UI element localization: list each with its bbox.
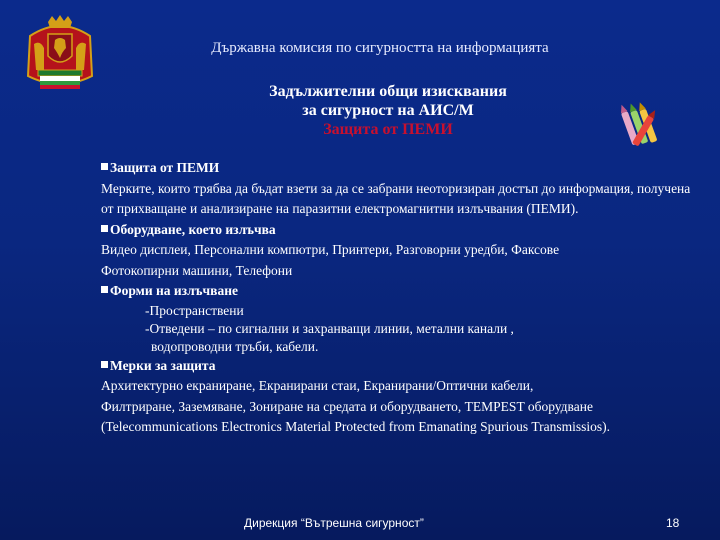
bullet-square-icon: [101, 225, 108, 232]
bullet-emission-forms: Форми на излъчване: [101, 281, 701, 302]
title-line-1: Задължителни общи изисквания: [269, 83, 507, 100]
footer-text: Дирекция “Вътрешна сигурност”: [244, 516, 424, 530]
measures-line-1: Архитектурно екраниране, Екранирани стаи, Екранирани/Оптични кабели,: [101, 378, 534, 393]
bullet-square-icon: [101, 361, 108, 368]
organization-title: Държавна комисия по сигурността на информацията: [211, 40, 549, 56]
content-body: [101, 158, 701, 438]
bullet-equipment: Оборудване, което излъчва: [101, 220, 701, 241]
slide-title: [188, 82, 588, 139]
emission-form-item-cont: водопроводни тръби, кабели.: [151, 338, 319, 354]
bullet-square-icon: [101, 163, 108, 170]
bullet-protection-measures: Мерки за защита: [101, 356, 701, 377]
title-subtitle: Защита от ПЕМИ: [323, 121, 453, 138]
bullet-square-icon: [101, 286, 108, 293]
crayons-icon: [612, 98, 666, 152]
equipment-line-2: Фотокопирни машини, Телефони: [101, 262, 293, 278]
measures-line-2: Филтриране, Заземяване, Зониране на средата и оборудването, TEMPEST оборудване (Telecommunications Electronics Material Protected from Emanating Spurious Transmissios).: [101, 398, 610, 434]
page-number: 18: [666, 516, 680, 530]
coat-of-arms-icon: [22, 14, 98, 94]
title-line-2: за сигурност на АИС/М: [302, 102, 474, 119]
emission-form-item: -Пространствени: [145, 302, 244, 318]
equipment-line-1: Видео дисплеи, Персонални компютри, Принтери, Разговорни уредби, Факсове: [101, 242, 560, 257]
bullet-protection: Защита от ПЕМИ: [101, 158, 701, 179]
emission-form-item: -Отведени – по сигнални и захранващи линии, метални канали ,: [145, 320, 514, 336]
protection-description: Мерките, които трябва да бъдат взети за да се забрани неоторизиран достъп до информация, получена от прихващане и анализиране на паразитни електромагнитни излъчвания (ПЕМИ).: [101, 180, 691, 216]
